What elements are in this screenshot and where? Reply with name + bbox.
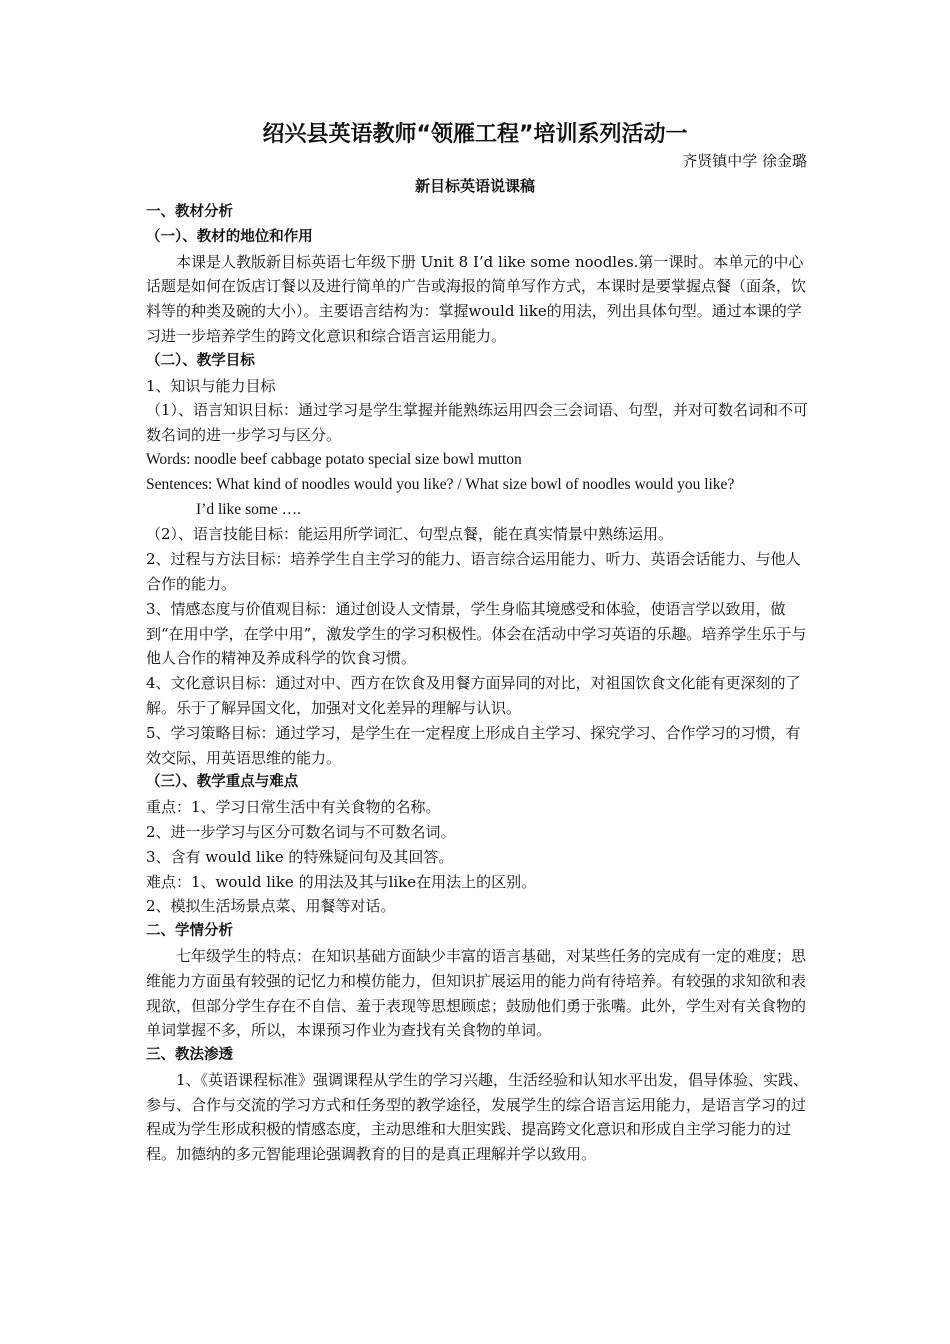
section-heading-textbook-analysis: 一、教材分析 — [146, 204, 233, 220]
goal-strategy: 5、学习策略目标：通过学习，是学生在一定程度上形成自主学习、探究学习、合作学习的习惯，有效交际、用英语思维的能力。 — [146, 723, 801, 767]
paragraph-teaching-method: 1、《英语课程标准》强调课程从学生的学习兴趣，生活经验和认知水平出发，倡导体验、实践、参与、合作与交流的学习方式和任务型的教学途径，发展学生的综合语言运用能力，是语言学习的过程成为学生形成积极的情感态度，主动思维和大胆实践、提高跨文化意识和形成自主学习能力的过程。加德纳的多元智能理论强调教育的目的是真正理解并学以致用。 — [146, 1070, 809, 1164]
paragraph-student-analysis: 七年级学生的特点：在知识基础方面缺少丰富的语言基础，对某些任务的完成有一定的难度；思维能力方面虽有较强的记忆力和模仿能力，但知识扩展运用的能力尚有待培养。有较强的求知欲和表现欲，但部分学生存在不自信、羞于表现等思想顾虑；鼓励他们勇于张嘴。此外，学生对有关食物的单词掌握不多，所以，本课预习作业为查找有关食物的单词。 — [146, 946, 807, 1040]
document-title: 绍兴县英语教师“领雁工程”培训系列活动一 — [262, 122, 688, 147]
goal-attitude: 3、情感态度与价值观目标：通过创设人文情景，学生身临其境感受和体验，使语言学以致用，做到“在用中学，在学中用”，激发学生的学习积极性。体会在活动中学习英语的乐趣。培养学生乐于与他人合作的精神及养成科学的饮食习惯。 — [146, 599, 807, 668]
section-heading-student-analysis: 二、学情分析 — [146, 923, 233, 940]
section-heading-teaching-method: 三、教法渗透 — [146, 1047, 233, 1064]
key-point-3: 3、含有 would like 的特殊疑问句及其回答。 — [146, 847, 454, 866]
paragraph-position: 本课是人教版新目标英语七年级下册 Unit 8 I’d like some noodles.第一课时。本单元的中心话题是如何在饭店订餐以及进行简单的广告或海报的简单写作方式，本课时是要掌握点餐（面条，饮料等的种类及碗的大小）。主要语言结构为：掌握would like的用法，列出具体句型。通过本课的学习进一步培养学生的跨文化意识和综合语言运用能力。 — [146, 252, 807, 345]
goal-language-knowledge: （1）、语言知识目标：通过学习是学生掌握并能熟练运用四会三会词语、句型，并对可数名词和不可数名词的进一步学习与区分。 — [146, 401, 809, 445]
sentences-line: Sentences: What kind of noodles would you like? / What size bowl of noodles would you like? — [146, 475, 735, 493]
words-line: Words: noodle beef cabbage potato special size bowl mutton — [146, 450, 522, 468]
subsection-heading-position: （一）、教材的地位和作用 — [146, 228, 313, 245]
goal-culture: 4、文化意识目标：通过对中、西方在饮食及用餐方面异同的对比，对祖国饮食文化能有更深刻的了解。乐于了解异国文化，加强对文化差异的理解与认识。 — [146, 674, 801, 717]
key-point-2: 2、进一步学习与区分可数名词与不可数名词。 — [146, 822, 456, 841]
subsection-heading-goals: （二）、教学目标 — [146, 352, 255, 369]
difficulty-1: 难点：1、would like 的用法及其与like在用法上的区别。 — [146, 872, 537, 891]
document-body — [146, 200, 814, 1167]
goal-language-skill: （2）、语言技能目标：能运用所学词汇、句型点餐，能在真实情景中熟练运用。 — [146, 525, 674, 544]
difficulty-2: 2、模拟生活场景点菜、用餐等对话。 — [146, 897, 396, 916]
goal-process: 2、过程与方法目标：培养学生自主学习的能力、语言综合运用能力、听力、英语会话能力、与他人合作的能力。 — [146, 550, 801, 593]
sentences-line-2: I’d like some …. — [196, 500, 302, 518]
author-line: 齐贤镇中学 徐金璐 — [682, 152, 807, 170]
goal-knowledge: 1、知识与能力目标 — [146, 376, 276, 395]
subsection-heading-key-points: （三）、教学重点与难点 — [146, 774, 299, 791]
key-point-1: 重点：1、学习日常生活中有关食物的名称。 — [146, 798, 441, 817]
document-subtitle: 新目标英语说课稿 — [414, 177, 535, 195]
